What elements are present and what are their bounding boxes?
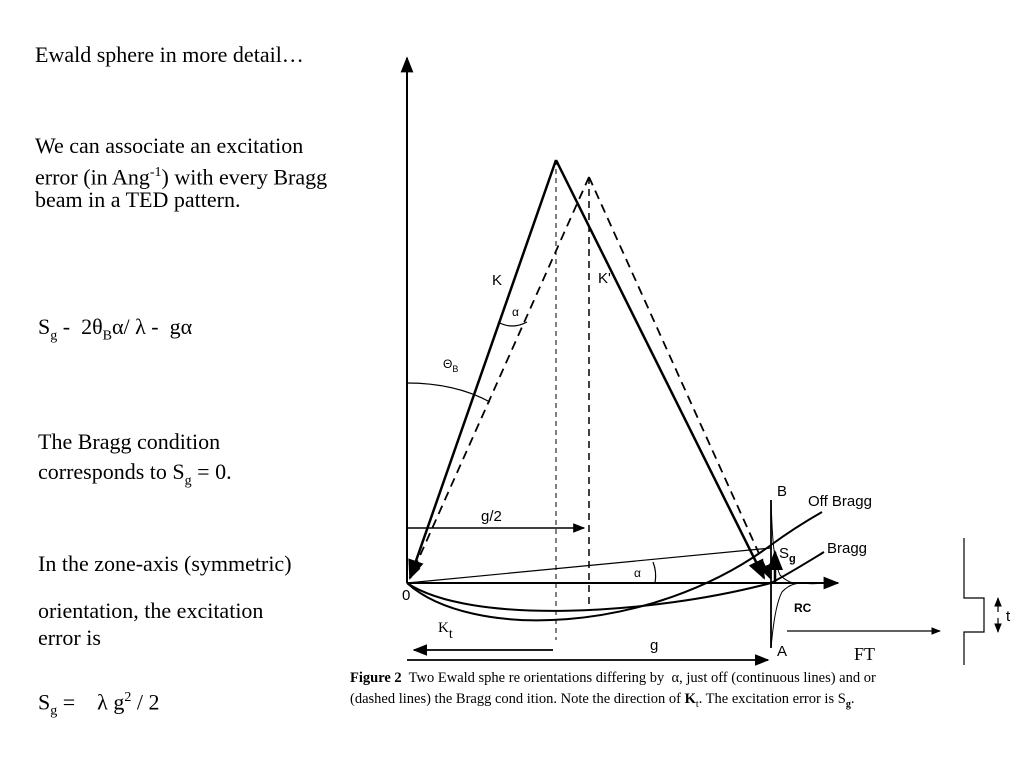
bragg-line-2-sub: g	[184, 473, 192, 489]
label-a: A	[777, 643, 788, 660]
eq1-sub-g: g	[50, 328, 58, 344]
intro-line-1: We can associate an excitation	[35, 133, 304, 158]
label-off-bragg: Off Bragg	[808, 493, 872, 510]
label-b: B	[777, 483, 788, 500]
zone-line-2: orientation, the excitation	[38, 598, 264, 623]
eq2-tail: / 2	[131, 689, 160, 715]
bragg-line-2-pre: corresponds to S	[38, 459, 185, 484]
label-ft: FT	[854, 644, 876, 664]
label-sg-sub: g	[789, 553, 796, 565]
caption-kt: K	[684, 691, 696, 707]
label-kt-main: K	[438, 620, 449, 636]
label-g: g	[650, 637, 659, 654]
label-kt	[438, 620, 453, 642]
eq2-eq: = λ g	[57, 689, 125, 715]
eq1-dash: - 2	[57, 314, 93, 339]
eq2-sub-g: g	[50, 703, 58, 719]
intro-line-2-post: ) with every Bragg	[161, 164, 328, 190]
label-alpha-top: α	[512, 305, 519, 319]
caption-text-4: .	[850, 691, 855, 707]
eq1-alpha: α	[111, 314, 124, 339]
label-t: t	[1006, 608, 1011, 625]
diffracted-vector-k-solid	[556, 160, 764, 578]
eq2-s: S	[38, 689, 51, 715]
eq1-s: S	[38, 314, 51, 339]
label-alpha-mid: α	[634, 566, 641, 580]
label-k: K	[492, 272, 503, 289]
caption-text-3: . The excitation error is S	[698, 691, 846, 707]
label-g-half: g/2	[481, 508, 502, 525]
label-sg-main: S	[779, 545, 790, 562]
label-theta-b-sub: B	[452, 364, 459, 374]
label-sg	[779, 545, 796, 565]
rocking-curve	[771, 500, 822, 648]
caption-kt-sub: t	[695, 698, 699, 710]
figure-caption	[350, 668, 990, 715]
alpha-arc-mid	[653, 562, 656, 583]
label-k-prime: K'	[598, 270, 611, 287]
bragg-line-1: The Bragg condition	[38, 429, 221, 454]
eq1-lambda: / λ - g	[123, 314, 181, 339]
bragg-line-2-post: = 0.	[191, 459, 232, 484]
eq1-theta: θ	[92, 314, 103, 339]
label-rc: RC	[794, 601, 812, 615]
diffracted-vector-kprime	[589, 177, 770, 578]
thickness-profile	[964, 538, 984, 665]
caption-figure-number: Figure 2	[350, 670, 402, 686]
intro-line-2-pre: error (in Ang	[35, 164, 150, 190]
caption-text-1: Two Ewald sphe re orientations differing by α, just off (continuous lines) and or	[401, 670, 876, 686]
label-bragg: Bragg	[827, 540, 868, 557]
label-theta-b	[443, 357, 458, 374]
caption-text-2: (dashed lines) the Bragg cond ition. Note the direction of	[350, 691, 685, 707]
zone-line-3: error is	[38, 625, 101, 650]
caption-sg-sub: g	[845, 698, 851, 710]
eq2-sup-2: 2	[124, 690, 132, 705]
intro-line-3: beam in a TED pattern.	[35, 187, 241, 212]
label-theta-b-main: Θ	[443, 357, 453, 371]
intro-line-2-sup: -1	[149, 165, 162, 180]
eq1-sub-b: B	[102, 328, 112, 344]
alpha-arc-top	[498, 322, 527, 326]
zone-line-1: In the zone-axis (symmetric)	[38, 551, 292, 576]
eq1-alpha2: α	[180, 314, 193, 339]
label-kt-sub: t	[448, 627, 453, 642]
slide-title: Ewald sphere in more detail…	[35, 42, 304, 67]
label-origin: 0	[402, 587, 411, 604]
